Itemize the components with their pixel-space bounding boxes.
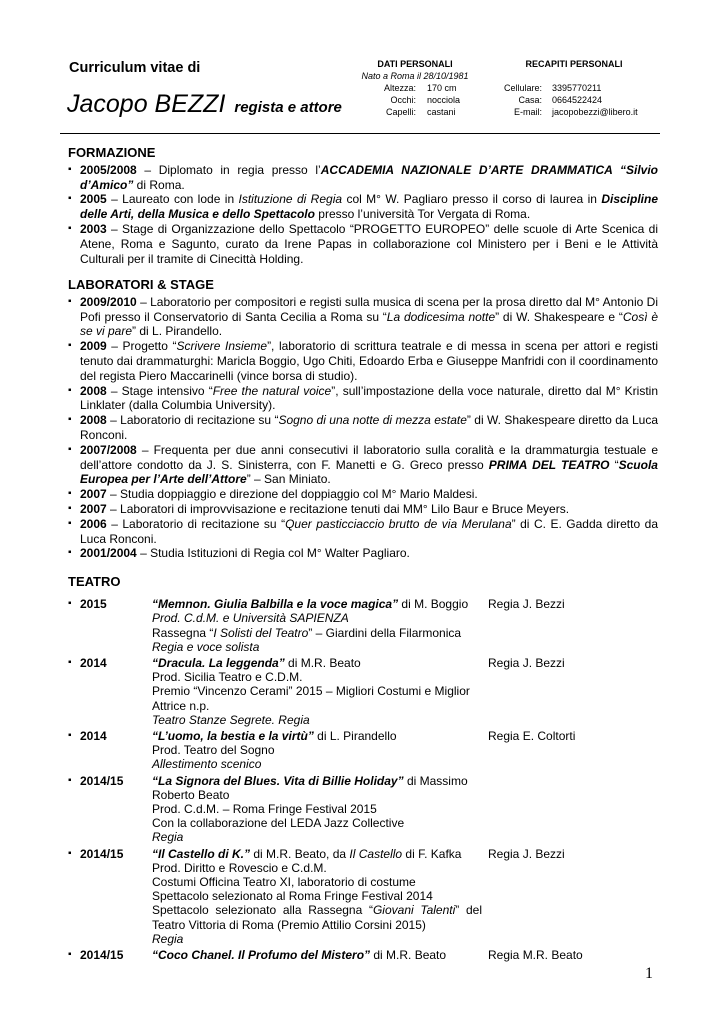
laboratori-item: ▪ 2009 – Progetto “Scrivere Insieme”, laboratorio di scrittura teatrale e di messa in scena per attori e registi tenuto dai drammaturghi: Maricla Boggio, Ugo Chiti, Edoardo Erba e Giuseppe Manfridi con il coordinamento del regista Piero Maccarinelli (vince borsa di studio). xyxy=(68,339,658,383)
teatro-description: “La Signora del Blues. Vita di Billie Holiday” di Massimo Roberto Beato Prod. C.d.M. – Roma Fringe Festival 2015 Con la collaborazione del LEDA Jazz Collective Regia xyxy=(152,773,468,845)
laboratori-item: ▪ 2008 – Stage intensivo “Free the natural voice”, sull’impostazione della voce naturale, diretto dal M° Kristin Linklater (dalla Columbia University). xyxy=(68,384,658,414)
formazione-item: ▪ 2005/2008 – Diplomato in regia presso l’ACCADEMIA NAZIONALE D’ARTE DRAMMATICA “Silvio d’Amico” di Roma. xyxy=(68,163,658,193)
laboratori-item: ▪ 2007/2008 – Frequenta per due anni consecutivi il laboratorio sulla coralità e la drammaturgia testuale e dell’attore condotto da J. S. Sinisterra, con F. Manetti e G. Greco presso PRIMA DEL TEATRO “Scuola Europea per l’Arte dell’Attore” – San Miniato. xyxy=(68,443,658,487)
teatro-regia: Regia M.R. Beato xyxy=(488,948,583,963)
teatro-regia: Regia E. Coltorti xyxy=(488,729,576,744)
teatro-entry xyxy=(68,597,658,654)
eyes-value: nocciola xyxy=(427,95,461,105)
teatro-description: “Dracula. La leggenda” di M.R. Beato Prod. Sicilia Teatro e C.D.M. Premio “Vincenzo Cerami” 2015 – Migliori Costumi e Miglior Attrice n.p. Teatro Stanze Segrete. Regia xyxy=(152,656,470,727)
teatro-description: “Il Castello di K.” di M.R. Beato, da Il Castello di F. Kafka Prod. Diritto e Rovescio e C.d.M. Costumi Officina Teatro XI, laboratorio di costume Spettacolo selezionato al Roma Fringe Festival 2014 Spettacolo selezionato alla Rassegna “Giovani Talenti” del Teatro Vittoria di Roma (Premio Attilio Corsini 2015) Regia xyxy=(152,846,482,946)
laboratori-item: ▪ 2009/2010 – Laboratorio per compositori e registi sulla musica di scena per la prosa diretto dal M° Antonio Di Pofi presso il Conservatorio di Santa Cecilia a Roma su “La dodicesima notte” di W. Shakespeare e “Così è se vi pare” di L. Pirandello. xyxy=(68,295,658,339)
header-divider xyxy=(60,133,660,134)
formazione-title: FORMAZIONE xyxy=(68,145,156,160)
teatro-year: ▪ 2014 xyxy=(68,656,152,727)
email-label: E-mail: xyxy=(513,107,542,117)
teatro-section xyxy=(68,575,658,964)
personal-data-row xyxy=(345,82,485,94)
teatro-entry xyxy=(68,656,658,727)
teatro-year: ▪ 2014/15 xyxy=(68,774,152,845)
teatro-regia: Regia J. Bezzi xyxy=(488,846,565,861)
teatro-year: ▪ 2015 xyxy=(68,597,152,654)
formazione-item: ▪ 2005 – Laureato con lode in Istituzione di Regia col M° W. Pagliaro presso il corso di laurea in Discipline delle Arti, della Musica e dello Spettacolo presso l’università Tor Vergata di Roma. xyxy=(68,192,658,222)
page-number: 1 xyxy=(645,965,653,982)
laboratori-item: ▪ 2007 – Studia doppiaggio e direzione del doppiaggio col M° Mario Maldesi. xyxy=(68,487,658,502)
contacts-block xyxy=(498,58,678,118)
teatro-description: “Memnon. Giulia Balbilla e la voce magica” di M. Boggio Prod. C.d.M. e Università SAPIENZA Rassegna “I Solisti del Teatro” – Giardini della Filarmonica Regia e voce solista xyxy=(152,597,469,654)
laboratori-item: ▪ 2007 – Laboratori di improvvisazione e recitazione tenuti dai MM° Lilo Baur e Bruce Meyers. xyxy=(68,502,658,517)
laboratori-item: ▪ 2006 – Laboratorio di recitazione su “Quer pasticciaccio brutto de via Merulana” di C. E. Gadda diretto da Luca Ronconi. xyxy=(68,517,658,547)
eyes-label: Occhi: xyxy=(390,95,416,105)
formazione-item: ▪ 2003 – Stage di Organizzazione dello Spettacolo “PROGETTO EUROPEO” delle scuole di Arte Scenica di Atene, Roma e Sagunto, curato da Irene Papas in collaborazione col Ministero per i Beni e le Attività Culturali per il tramite di Cinecittà Holding. xyxy=(68,222,658,266)
mobile-label: Cellulare: xyxy=(503,83,542,93)
hair-label: Capelli: xyxy=(385,107,416,117)
teatro-entry xyxy=(68,729,658,772)
height-value: 170 cm xyxy=(427,83,457,93)
teatro-regia: Regia J. Bezzi xyxy=(488,656,565,671)
teatro-regia: Regia J. Bezzi xyxy=(488,597,565,612)
contacts-title: RECAPITI PERSONALI xyxy=(525,59,623,69)
teatro-entry xyxy=(68,847,658,946)
formazione-section xyxy=(68,146,658,266)
home-phone-label: Casa: xyxy=(518,95,542,105)
contact-row xyxy=(498,106,678,118)
laboratori-title: LABORATORI & STAGE xyxy=(68,277,214,292)
teatro-description: “Coco Chanel. Il Profumo del Mistero” di M.R. Beato xyxy=(152,948,447,963)
person-name: Jacopo BEZZI xyxy=(67,90,226,118)
teatro-entry xyxy=(68,774,658,845)
birth-info: Nato a Roma il 28/10/1981 xyxy=(361,71,469,81)
teatro-regia xyxy=(482,774,488,845)
contact-row xyxy=(498,82,678,94)
mobile-value: 3395770211 xyxy=(552,83,602,93)
laboratori-item: ▪ 2001/2004 – Studia Istituzioni di Regia col M° Walter Pagliaro. xyxy=(68,546,658,561)
contact-row xyxy=(498,94,678,106)
laboratori-section xyxy=(68,278,658,561)
teatro-entry xyxy=(68,948,658,962)
teatro-description: “L’uomo, la bestia e la virtù” di L. Pirandello Prod. Teatro del Sogno Allestimento scenico xyxy=(152,729,397,772)
teatro-year: ▪ 2014/15 xyxy=(68,847,152,946)
teatro-year: ▪ 2014 xyxy=(68,729,152,772)
email-value: jacopobezzi@libero.it xyxy=(552,107,638,117)
hair-value: castani xyxy=(427,107,456,117)
home-phone-value: 0664522424 xyxy=(552,95,603,105)
personal-data-title: DATI PERSONALI xyxy=(377,59,453,69)
person-role: regista e attore xyxy=(234,99,342,116)
personal-data-block xyxy=(345,58,485,118)
personal-data-row xyxy=(345,94,485,106)
teatro-title: TEATRO xyxy=(68,574,121,589)
laboratori-item: ▪ 2008 – Laboratorio di recitazione su “Sogno di una notte di mezza estate” di W. Shakespeare diretto da Luca Ronconi. xyxy=(68,413,658,443)
cv-name xyxy=(67,90,342,119)
personal-data-row xyxy=(345,106,485,118)
teatro-year: ▪ 2014/15 xyxy=(68,948,152,962)
cv-label: Curriculum vitae di xyxy=(69,60,201,76)
height-label: Altezza: xyxy=(383,83,416,93)
